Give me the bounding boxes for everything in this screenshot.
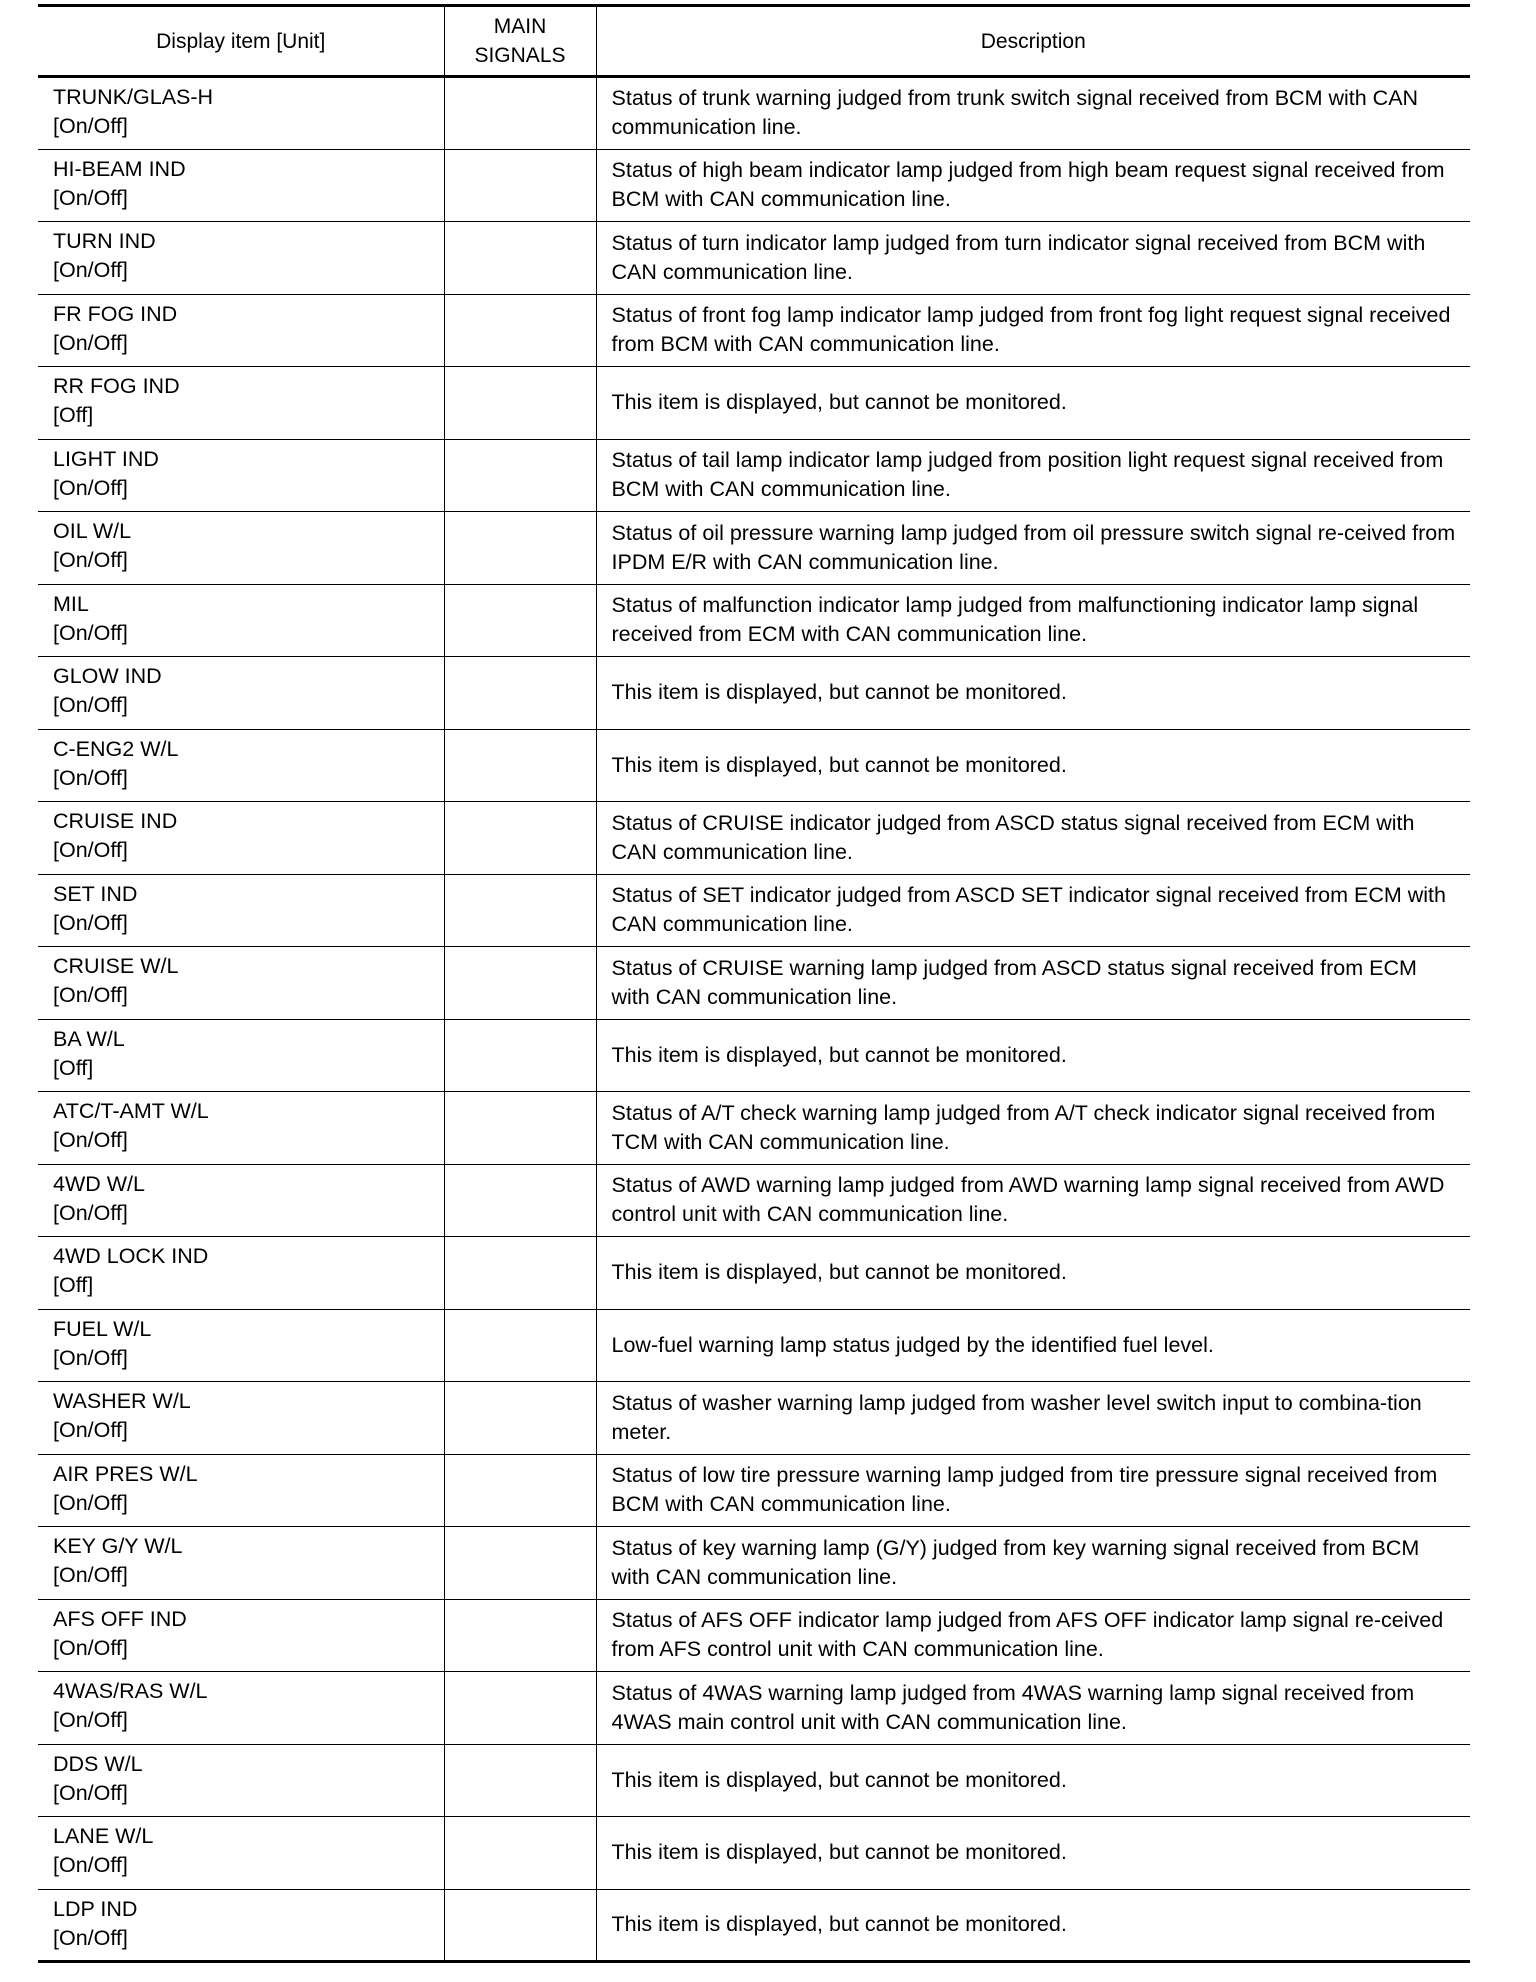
description-text: This item is displayed, but cannot be monitored. xyxy=(611,1042,1067,1067)
table-row xyxy=(38,1164,1470,1237)
table-row xyxy=(38,77,1470,150)
table-row xyxy=(38,1672,1470,1745)
display-item-cell xyxy=(38,1454,444,1527)
display-item-cell xyxy=(38,1889,444,1962)
main-signals-cell xyxy=(444,439,596,512)
main-signals-cell xyxy=(444,367,596,440)
table-row xyxy=(38,874,1470,947)
description-text: Status of trunk warning judged from trunk switch signal received from BCM with CAN communication line. xyxy=(611,86,1419,140)
display-item-cell xyxy=(38,1092,444,1165)
display-item-unit: [On/Off] xyxy=(53,114,128,138)
table-row xyxy=(38,294,1470,367)
description-text: Low-fuel warning lamp status judged by the identified fuel level. xyxy=(611,1332,1214,1357)
display-item-cell xyxy=(38,222,444,295)
description-cell xyxy=(596,77,1470,150)
main-signals-cell xyxy=(444,222,596,295)
display-item-cell xyxy=(38,657,444,730)
description-text: This item is displayed, but cannot be monitored. xyxy=(611,390,1067,415)
display-item-unit: [On/Off] xyxy=(53,765,128,790)
display-item-cell xyxy=(38,729,444,802)
table-body xyxy=(38,77,1470,1962)
description-text: This item is displayed, but cannot be monitored. xyxy=(611,1840,1067,1865)
display-item-cell xyxy=(38,1019,444,1092)
display-item-unit: [On/Off] xyxy=(53,1128,128,1152)
table-row xyxy=(38,367,1470,440)
display-item-name: 4WD LOCK IND xyxy=(53,1244,209,1268)
display-item-cell xyxy=(38,294,444,367)
display-item-name: DDS W/L xyxy=(53,1751,143,1776)
description-text: Status of high beam indicator lamp judged from high beam request signal received from BCM with CAN communication line. xyxy=(611,158,1445,212)
display-item-unit: [On/Off] xyxy=(53,1780,128,1805)
description-cell xyxy=(596,512,1470,585)
display-item-unit: [On/Off] xyxy=(53,1925,128,1950)
display-item-cell xyxy=(38,1817,444,1890)
main-signals-cell xyxy=(444,1382,596,1455)
display-item-cell xyxy=(38,1599,444,1672)
display-item-name: LANE W/L xyxy=(53,1824,154,1848)
table-row xyxy=(38,802,1470,875)
description-cell xyxy=(596,1889,1470,1962)
table-row xyxy=(38,1382,1470,1455)
display-item-unit: [On/Off] xyxy=(53,838,128,862)
display-item-name: CRUISE W/L xyxy=(53,954,179,978)
table-row xyxy=(38,1744,1470,1817)
display-item-cell xyxy=(38,1744,444,1817)
display-item-name: RR FOG IND xyxy=(53,374,180,398)
display-item-unit: [On/Off] xyxy=(53,1200,128,1225)
description-text: Status of CRUISE warning lamp judged from ASCD status signal received from ECM with CAN communication line. xyxy=(611,955,1417,1009)
table-row xyxy=(38,1817,1470,1890)
display-item-unit: [On/Off] xyxy=(53,548,128,572)
description-cell xyxy=(596,1237,1470,1310)
table-row xyxy=(38,947,1470,1020)
description-text: Status of SET indicator judged from ASCD SET indicator signal received from ECM with CAN communication line. xyxy=(611,883,1446,937)
description-text: This item is displayed, but cannot be monitored. xyxy=(611,680,1067,705)
table-header-row xyxy=(38,6,1470,77)
display-item-name: FR FOG IND xyxy=(53,301,178,326)
display-item-unit: [Off] xyxy=(53,403,94,427)
table-row xyxy=(38,657,1470,730)
table-row xyxy=(38,729,1470,802)
display-item-cell xyxy=(38,367,444,440)
description-text: This item is displayed, but cannot be monitored. xyxy=(611,752,1067,777)
description-text: This item is displayed, but cannot be monitored. xyxy=(611,1260,1067,1285)
description-text: Status of turn indicator lamp judged from turn indicator signal received from BCM with CAN communication line. xyxy=(611,230,1426,284)
display-item-name: SET IND xyxy=(53,881,138,906)
description-cell xyxy=(596,1817,1470,1890)
table-row xyxy=(38,439,1470,512)
display-item-unit: [Off] xyxy=(53,1273,94,1297)
header-display-item xyxy=(38,6,444,77)
table-row xyxy=(38,1454,1470,1527)
display-item-name: 4WD W/L xyxy=(53,1171,145,1196)
description-text: Status of A/T check warning lamp judged from A/T check indicator signal received from TCM with CAN communication line. xyxy=(611,1100,1436,1154)
display-item-cell xyxy=(38,77,444,150)
display-item-name: CRUISE IND xyxy=(53,809,178,833)
table-row xyxy=(38,1309,1470,1382)
description-cell xyxy=(596,294,1470,367)
display-item-cell xyxy=(38,1382,444,1455)
main-signals-cell xyxy=(444,657,596,730)
description-cell xyxy=(596,802,1470,875)
description-cell xyxy=(596,1164,1470,1237)
description-cell xyxy=(596,1382,1470,1455)
description-cell xyxy=(596,1019,1470,1092)
display-item-unit: [On/Off] xyxy=(53,1635,128,1660)
display-item-unit: [On/Off] xyxy=(53,910,128,935)
description-text: Status of malfunction indicator lamp judged from malfunctioning indicator lamp signal received from ECM with CAN communication line. xyxy=(611,593,1419,647)
display-item-unit: [On/Off] xyxy=(53,258,128,282)
display-item-cell xyxy=(38,874,444,947)
display-item-name: LDP IND xyxy=(53,1896,138,1921)
description-cell xyxy=(596,584,1470,657)
main-signals-cell xyxy=(444,294,596,367)
description-cell xyxy=(596,1744,1470,1817)
display-item-unit: [On/Off] xyxy=(53,1708,128,1732)
table-row xyxy=(38,512,1470,585)
table-row xyxy=(38,222,1470,295)
display-item-cell xyxy=(38,584,444,657)
description-cell xyxy=(596,1672,1470,1745)
display-item-unit: [On/Off] xyxy=(53,983,128,1007)
description-cell xyxy=(596,149,1470,222)
display-item-name: TRUNK/GLAS-H xyxy=(53,85,214,109)
main-signals-cell xyxy=(444,1817,596,1890)
description-text: Status of CRUISE indicator judged from ASCD status signal received from ECM with CAN communication line. xyxy=(611,810,1415,864)
table-row xyxy=(38,1019,1470,1092)
display-item-name: 4WAS/RAS W/L xyxy=(53,1679,208,1703)
description-text: Status of AWD warning lamp judged from AWD warning lamp signal received from AWD control unit with CAN communication line. xyxy=(611,1173,1445,1227)
display-item-unit: [On/Off] xyxy=(53,1853,128,1877)
display-item-name: AFS OFF IND xyxy=(53,1606,187,1631)
main-signals-cell xyxy=(444,77,596,150)
display-item-name: C-ENG2 W/L xyxy=(53,736,179,761)
description-text: Status of 4WAS warning lamp judged from 4WAS warning lamp signal received from 4WAS main control unit with CAN communication line. xyxy=(611,1680,1415,1734)
description-cell xyxy=(596,729,1470,802)
description-cell xyxy=(596,1454,1470,1527)
description-text: Status of key warning lamp (G/Y) judged from key warning signal received from BCM with CAN communication line. xyxy=(611,1535,1420,1589)
display-item-unit: [On/Off] xyxy=(53,475,128,500)
main-signals-cell xyxy=(444,149,596,222)
display-item-unit: [On/Off] xyxy=(53,620,128,645)
main-signals-cell xyxy=(444,1672,596,1745)
main-signals-cell xyxy=(444,947,596,1020)
description-text: Status of tail lamp indicator lamp judged from position light request signal received from BCM with CAN communication line. xyxy=(611,448,1444,502)
display-item-unit: [On/Off] xyxy=(53,330,128,355)
header-main-signals-line1: MAIN xyxy=(493,15,547,38)
main-signals-cell xyxy=(444,1889,596,1962)
display-item-cell xyxy=(38,512,444,585)
main-signals-cell xyxy=(444,1237,596,1310)
display-item-cell xyxy=(38,947,444,1020)
table-row xyxy=(38,149,1470,222)
table-row xyxy=(38,1599,1470,1672)
display-item-cell xyxy=(38,149,444,222)
main-signals-cell xyxy=(444,1164,596,1237)
header-description-label: Description xyxy=(980,29,1086,53)
main-signals-cell xyxy=(444,1019,596,1092)
header-description xyxy=(596,6,1470,77)
description-cell xyxy=(596,222,1470,295)
display-item-name: TURN IND xyxy=(53,229,156,253)
main-signals-cell xyxy=(444,1092,596,1165)
display-item-cell xyxy=(38,1672,444,1745)
display-item-name: MIL xyxy=(53,591,89,616)
display-item-unit: [On/Off] xyxy=(53,1490,128,1515)
description-cell xyxy=(596,1599,1470,1672)
header-main-signals xyxy=(444,6,596,77)
display-item-name: BA W/L xyxy=(53,1026,125,1051)
main-signals-cell xyxy=(444,1599,596,1672)
display-item-table xyxy=(38,4,1470,1963)
table-header xyxy=(38,6,1470,77)
description-cell xyxy=(596,874,1470,947)
description-text: This item is displayed, but cannot be monitored. xyxy=(611,1767,1067,1792)
main-signals-cell xyxy=(444,1454,596,1527)
display-item-cell xyxy=(38,1309,444,1382)
header-main-signals-line2: SIGNALS xyxy=(474,44,566,67)
main-signals-cell xyxy=(444,512,596,585)
main-signals-cell xyxy=(444,584,596,657)
description-cell xyxy=(596,947,1470,1020)
description-cell xyxy=(596,1527,1470,1600)
display-item-unit: [On/Off] xyxy=(53,185,128,210)
table-row xyxy=(38,1527,1470,1600)
description-cell xyxy=(596,1309,1470,1382)
main-signals-cell xyxy=(444,1309,596,1382)
display-item-name: HI-BEAM IND xyxy=(53,156,186,181)
display-item-unit: [On/Off] xyxy=(53,1345,128,1370)
main-signals-cell xyxy=(444,1527,596,1600)
display-item-name: OIL W/L xyxy=(53,519,132,543)
table-row xyxy=(38,1237,1470,1310)
description-text: Status of AFS OFF indicator lamp judged from AFS OFF indicator lamp signal re-ceived from AFS control unit with CAN communication line. xyxy=(611,1608,1444,1662)
description-text: This item is displayed, but cannot be monitored. xyxy=(611,1912,1067,1937)
display-item-name: KEY G/Y W/L xyxy=(53,1534,183,1558)
main-signals-cell xyxy=(444,874,596,947)
display-item-unit: [On/Off] xyxy=(53,1418,128,1442)
description-text: Status of low tire pressure warning lamp judged from tire pressure signal received from BCM with CAN communication line. xyxy=(611,1463,1438,1517)
main-signals-cell xyxy=(444,729,596,802)
table-row xyxy=(38,1092,1470,1165)
description-cell xyxy=(596,1092,1470,1165)
display-item-unit: [On/Off] xyxy=(53,1563,128,1587)
description-cell xyxy=(596,657,1470,730)
display-item-cell xyxy=(38,802,444,875)
display-item-cell xyxy=(38,1237,444,1310)
display-item-table-container xyxy=(38,4,1470,1963)
header-display-item-label: Display item [Unit] xyxy=(156,29,326,53)
display-item-unit: [Off] xyxy=(53,1055,94,1080)
display-item-name: WASHER W/L xyxy=(53,1389,191,1413)
description-cell xyxy=(596,439,1470,512)
display-item-cell xyxy=(38,1164,444,1237)
display-item-name: FUEL W/L xyxy=(53,1316,152,1341)
description-cell xyxy=(596,367,1470,440)
display-item-name: GLOW IND xyxy=(53,664,162,688)
display-item-name: ATC/T-AMT W/L xyxy=(53,1099,209,1123)
display-item-unit: [On/Off] xyxy=(53,693,128,717)
main-signals-cell xyxy=(444,1744,596,1817)
display-item-name: AIR PRES W/L xyxy=(53,1461,198,1486)
table-row xyxy=(38,1889,1470,1962)
main-signals-cell xyxy=(444,802,596,875)
table-row xyxy=(38,584,1470,657)
display-item-name: LIGHT IND xyxy=(53,446,159,471)
description-text: Status of front fog lamp indicator lamp judged from front fog light request signal received from BCM with CAN communication line. xyxy=(611,303,1451,357)
display-item-cell xyxy=(38,1527,444,1600)
description-text: Status of washer warning lamp judged from washer level switch input to combina-tion meter. xyxy=(611,1390,1422,1444)
display-item-cell xyxy=(38,439,444,512)
description-text: Status of oil pressure warning lamp judged from oil pressure switch signal re-ceived from IPDM E/R with CAN communication line. xyxy=(611,520,1456,574)
